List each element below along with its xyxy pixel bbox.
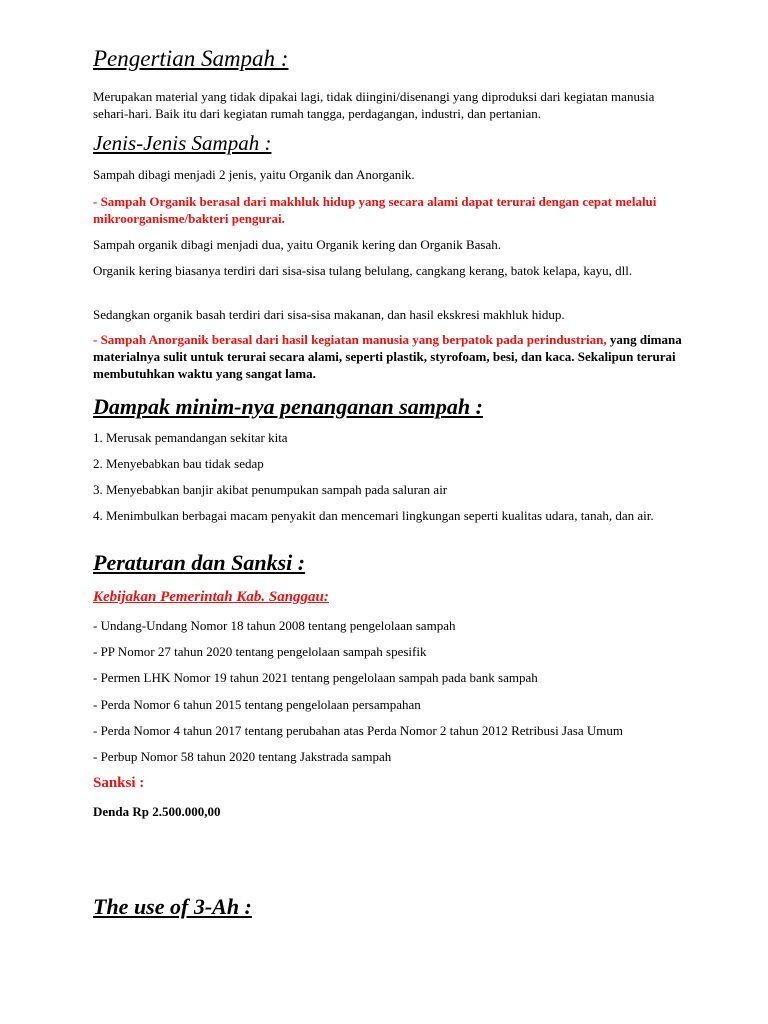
subheading-kebijakan: Kebijakan Pemerintah Kab. Sanggau:: [93, 589, 329, 605]
paragraph-jenis-intro: Sampah dibagi menjadi 2 jenis, yaitu Organik dan Anorganik.: [93, 167, 415, 182]
paragraph-organik-split: Sampah organik dibagi menjadi dua, yaitu Organik kering dan Organik Basah.: [93, 237, 501, 252]
paragraph-organik-kering: Organik kering biasanya terdiri dari sisa-sisa tulang belulang, cangkang kerang, batok kelapa, kayu, dll.: [93, 263, 633, 278]
list-item-peraturan-2: - PP Nomor 27 tahun 2020 tentang pengelolaan sampah spesifik: [93, 644, 427, 659]
sanksi-text: Denda Rp 2.500.000,00: [93, 804, 221, 819]
list-item-dampak-1: 1. Merusak pemandangan sekitar kita: [93, 430, 288, 445]
list-item-peraturan-5: - Perda Nomor 4 tahun 2017 tentang perubahan atas Perda Nomor 2 tahun 2012 Retribusi Jasa Umum: [93, 723, 623, 738]
heading-dampak: Dampak minim-nya penanganan sampah :: [93, 394, 483, 419]
anorganik-black-text: yang dimana materialnya sulit untuk terurai secara alami, seperti plastik, styrofoam, besi, dan kaca. Sekalipun terurai membutuhkan waktu yang sangat lama.: [93, 332, 682, 381]
paragraph-organik: - Sampah Organik berasal dari makhluk hidup yang secara alami dapat terurai dengan cepat melalui mikroorganisme/bakteri pengurai.: [93, 194, 657, 226]
list-item-dampak-4: 4. Menimbulkan berbagai macam penyakit dan mencemari lingkungan seperti kualitas udara, tanah, dan air.: [93, 508, 654, 523]
heading-peraturan: Peraturan dan Sanksi :: [93, 550, 306, 575]
list-item-peraturan-3: - Permen LHK Nomor 19 tahun 2021 tentang pengelolaan sampah pada bank sampah: [93, 670, 538, 685]
anorganik-red-text: - Sampah Anorganik berasal dari hasil kegiatan manusia yang berpatok pada perindustrian,: [93, 332, 607, 347]
paragraph-organik-basah: Sedangkan organik basah terdiri dari sisa-sisa makanan, dan hasil ekskresi makhluk hidup.: [93, 307, 565, 322]
paragraph-anorganik: [93, 331, 683, 382]
list-item-peraturan-6: - Perbup Nomor 58 tahun 2020 tentang Jakstrada sampah: [93, 749, 392, 764]
sanksi-label: Sanksi :: [93, 775, 145, 791]
list-item-peraturan-4: - Perda Nomor 6 tahun 2015 tentang pengelolaan persampahan: [93, 697, 421, 712]
list-item-dampak-3: 3. Menyebabkan banjir akibat penumpukan sampah pada saluran air: [93, 482, 448, 497]
paragraph-pengertian: Merupakan material yang tidak dipakai lagi, tidak diingini/disenangi yang diproduksi dari kegiatan manusia sehari-hari. Baik itu dari kegiatan rumah tangga, perdagangan, industri, dan pertanian.: [93, 89, 655, 121]
heading-jenis: Jenis-Jenis Sampah :: [93, 131, 272, 155]
list-item-peraturan-1: - Undang-Undang Nomor 18 tahun 2008 tentang pengelolaan sampah: [93, 618, 456, 633]
heading-pengertian: Pengertian Sampah :: [93, 46, 289, 71]
list-item-dampak-2: 2. Menyebabkan bau tidak sedap: [93, 456, 264, 471]
heading-use: The use of 3-Ah :: [93, 894, 252, 919]
